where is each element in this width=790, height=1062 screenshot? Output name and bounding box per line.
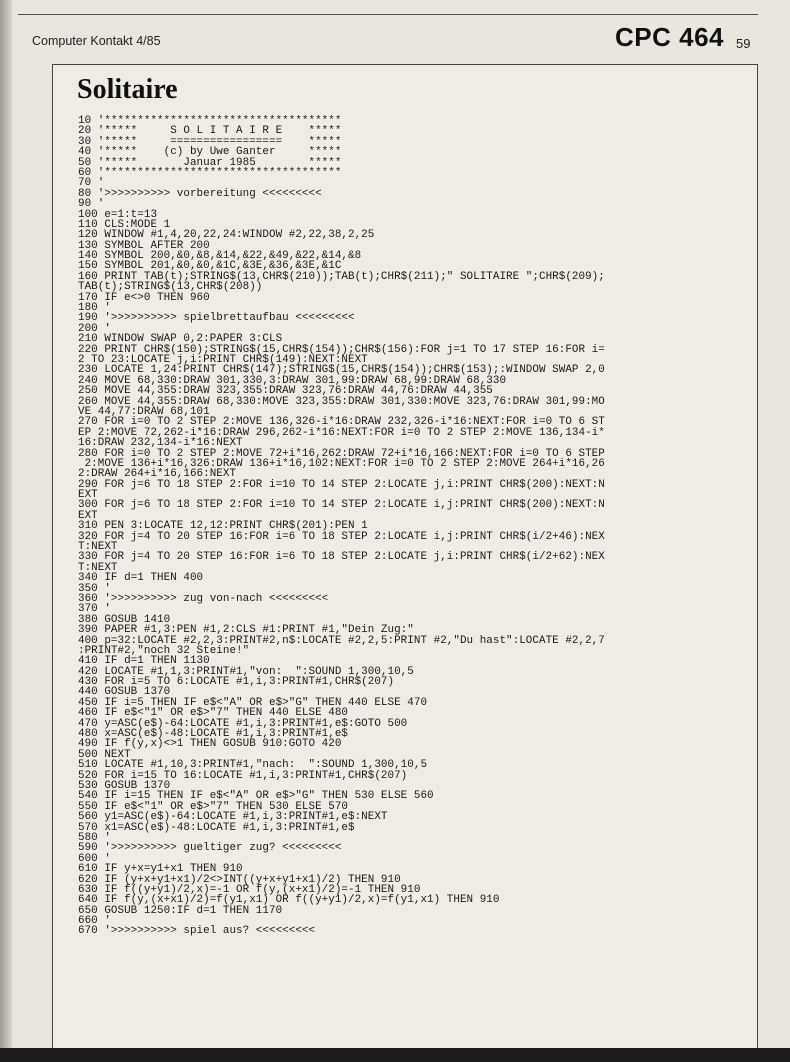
code-line: 590 '>>>>>>>>>> gueltiger zug? <<<<<<<<<	[78, 842, 342, 855]
code-line: 340 IF d=1 THEN 400	[78, 572, 204, 585]
code-line: 300 FOR j=6 TO 18 STEP 2:FOR i=10 TO 14 STEP 2:LOCATE i,j:PRINT CHR$(200):NEXT:N	[78, 499, 605, 512]
code-line: 550 IF e$<"1" OR e$>"7" THEN 530 ELSE 570	[78, 800, 349, 813]
code-line: 520 FOR i=15 TO 16:LOCATE #1,i,3:PRINT#1,CHR$(207)	[78, 769, 408, 782]
code-line: 460 IF e$<"1" OR e$>"7" THEN 440 ELSE 480	[78, 707, 349, 720]
code-line: VE 44,77:DRAW 68,101	[78, 405, 210, 418]
code-line: :PRINT#2,"noch 32 Steine!"	[78, 644, 250, 657]
code-line: 150 SYMBOL 201,&0,&0,&1C,&3E,&36,&3E,&1C	[78, 260, 342, 273]
code-line: 390 PAPER #1,3:PEN #1,2:CLS #1:PRINT #1,"Dein Zug:"	[78, 624, 414, 637]
code-line: TAB(t);STRING$(13,CHR$(208))	[78, 281, 263, 294]
code-line: 580 '	[78, 831, 111, 844]
code-line: 510 LOCATE #1,10,3:PRINT#1,"nach: ":SOUND 1,300,10,5	[78, 759, 428, 772]
code-line: 500 NEXT	[78, 748, 131, 761]
article-title: Solitaire	[77, 74, 178, 105]
code-line: 2:DRAW 264+i*16,166:NEXT	[78, 468, 237, 481]
code-line: 320 FOR j=4 TO 20 STEP 16:FOR i=6 TO 18 STEP 2:LOCATE i,j:PRINT CHR$(i/2+46):NEX	[78, 530, 605, 543]
code-line: 620 IF (y+x+y1+x1)/2<>INT((y+x+y1+x1)/2) THEN 910	[78, 873, 401, 886]
code-line: 450 IF i=5 THEN IF e$<"A" OR e$>"G" THEN 440 ELSE 470	[78, 696, 428, 709]
code-line: 640 IF f(y,(x+x1)/2)=f(y1,x1) OR f((y+y1)/2,x)=f(y1,x1) THEN 910	[78, 894, 500, 907]
code-line: 280 FOR i=0 TO 2 STEP 2:MOVE 72+i*16,262:DRAW 72+i*16,166:NEXT:FOR i=0 TO 6 STEP	[78, 447, 605, 460]
code-line: 350 '	[78, 582, 111, 595]
code-line: 310 PEN 3:LOCATE 12,12:PRINT CHR$(201):PEN 1	[78, 520, 368, 533]
code-line: 180 '	[78, 302, 111, 315]
code-line: 430 FOR i=5 TO 6:LOCATE #1,i,3:PRINT#1,CHR$(207)	[78, 676, 395, 689]
code-line: 200 '	[78, 322, 111, 335]
code-line: 440 GOSUB 1370	[78, 686, 171, 699]
code-line: 670 '>>>>>>>>>> spiel aus? <<<<<<<<<	[78, 925, 316, 938]
code-line: 540 IF i=15 THEN IF e$<"A" OR e$>"G" THEN 530 ELSE 560	[78, 790, 434, 803]
page-bottom-edge	[0, 1048, 790, 1062]
code-line: 220 PRINT CHR$(150);STRING$(15,CHR$(154));CHR$(156):FOR j=1 TO 17 STEP 16:FOR i=	[78, 343, 605, 356]
code-line: 610 IF y+x=y1+x1 THEN 910	[78, 863, 243, 876]
code-line: 120 WINDOW #1,4,20,22,24:WINDOW #2,22,38,2,25	[78, 229, 375, 242]
code-line: 90 '	[78, 198, 105, 211]
code-line: 530 GOSUB 1370	[78, 780, 171, 792]
code-line: 560 y1=ASC(e$)-64:LOCATE #1,i,3:PRINT#1,e$:NEXT	[78, 811, 388, 824]
code-line: 330 FOR j=4 TO 20 STEP 16:FOR i=6 TO 18 STEP 2:LOCATE j,i:PRINT CHR$(i/2+62):NEX	[78, 551, 605, 564]
code-line: 630 IF f((y+y1)/2,x)=-1 OR f(y,(x+x1)/2)=-1 THEN 910	[78, 883, 421, 896]
code-line: 140 SYMBOL 200,&0,&8,&14,&22,&49,&22,&14,&8	[78, 250, 362, 263]
code-line: 30 '***** ================= *****	[78, 135, 342, 148]
code-line: 130 SYMBOL AFTER 200	[78, 239, 210, 252]
code-line: EXT	[78, 489, 98, 502]
code-line: 210 WINDOW SWAP 0,2:PAPER 3:CLS	[78, 333, 283, 346]
code-line: 160 PRINT TAB(t);STRING$(13,CHR$(210));TAB(t);CHR$(211);" SOLITAIRE ";CHR$(209);	[78, 270, 605, 283]
code-line: 190 '>>>>>>>>>> spielbrettaufbau <<<<<<<<<	[78, 312, 355, 325]
program-listing	[78, 116, 758, 937]
code-line: 420 LOCATE #1,1,3:PRINT#1,"von: ":SOUND 1,300,10,5	[78, 665, 414, 678]
machine-label: CPC 464	[615, 22, 724, 52]
code-line: 240 MOVE 68,330:DRAW 301,330,3:DRAW 301,99:DRAW 68,99:DRAW 68,330	[78, 374, 507, 387]
code-line: 230 LOCATE 1,24:PRINT CHR$(147);STRING$(15,CHR$(154));CHR$(153);:WINDOW SWAP 2,0	[78, 364, 605, 377]
code-line: 260 MOVE 44,355:DRAW 68,330:MOVE 323,355:DRAW 301,330:MOVE 323,76:DRAW 301,99:MO	[78, 395, 605, 408]
code-line: EXT	[78, 509, 98, 522]
code-line: 470 y=ASC(e$)-64:LOCATE #1,i,3:PRINT#1,e$:GOTO 500	[78, 717, 408, 730]
code-line: EP 2:MOVE 72,262-i*16:DRAW 296,262-i*16:NEXT:FOR i=0 TO 2 STEP 2:MOVE 136,134-i*	[78, 426, 605, 439]
code-line: 2 TO 23:LOCATE j,i:PRINT CHR$(149):NEXT:NEXT	[78, 353, 368, 366]
code-line: 380 GOSUB 1410	[78, 613, 171, 626]
page-number: 59	[736, 36, 751, 51]
code-line: 270 FOR i=0 TO 2 STEP 2:MOVE 136,326-i*16:DRAW 232,326-i*16:NEXT:FOR i=0 TO 6 ST	[78, 416, 605, 429]
code-line: 170 IF e<>0 THEN 960	[78, 291, 210, 304]
code-line: T:NEXT	[78, 541, 118, 554]
code-line: 60 '************************************	[78, 166, 342, 179]
code-line: 70 '	[78, 177, 105, 190]
page-edge-shadow	[0, 0, 12, 1062]
code-line: 100 e=1:t=13	[78, 208, 158, 221]
code-line: 110 CLS:MODE 1	[78, 218, 171, 231]
code-line: 490 IF f(y,x)<>1 THEN GOSUB 910:GOTO 420	[78, 738, 342, 751]
code-line: 50 '***** Januar 1985 *****	[78, 156, 342, 169]
code-line: 16:DRAW 232,134-i*16:NEXT	[78, 437, 243, 450]
magazine-issue: Computer Kontakt 4/85	[32, 34, 161, 48]
code-line: 650 GOSUB 1250:IF d=1 THEN 1170	[78, 904, 283, 917]
code-line: 480 x=ASC(e$)-48:LOCATE #1,i,3:PRINT#1,e$	[78, 728, 349, 741]
code-line: 40 '***** (c) by Uwe Ganter *****	[78, 146, 342, 159]
code-line: 2:MOVE 136+i*16,326:DRAW 136+i*16,102:NEXT:FOR i=0 TO 2 STEP 2:MOVE 264+i*16,26	[78, 457, 605, 470]
code-line: 600 '	[78, 852, 111, 865]
code-line: T:NEXT	[78, 561, 118, 574]
code-line: 410 IF d=1 THEN 1130	[78, 655, 210, 668]
code-line: 360 '>>>>>>>>>> zug von-nach <<<<<<<<<	[78, 592, 329, 605]
code-line: 570 x1=ASC(e$)-48:LOCATE #1,i,3:PRINT#1,e$	[78, 821, 355, 834]
code-line: 660 '	[78, 915, 111, 928]
code-line: 10 '************************************	[78, 115, 342, 127]
code-line: 290 FOR j=6 TO 18 STEP 2:FOR i=10 TO 14 STEP 2:LOCATE j,i:PRINT CHR$(200):NEXT:N	[78, 478, 605, 491]
code-line: 80 '>>>>>>>>>> vorbereitung <<<<<<<<<	[78, 187, 322, 200]
code-line: 400 p=32:LOCATE #2,2,3:PRINT#2,n$:LOCATE #2,2,5:PRINT #2,"Du hast":LOCATE #2,2,7	[78, 634, 605, 647]
code-line: 20 '***** S O L I T A I R E *****	[78, 125, 342, 138]
code-line: 250 MOVE 44,355:DRAW 323,355:DRAW 323,76:DRAW 44,76:DRAW 44,355	[78, 385, 493, 398]
code-line: 370 '	[78, 603, 111, 616]
